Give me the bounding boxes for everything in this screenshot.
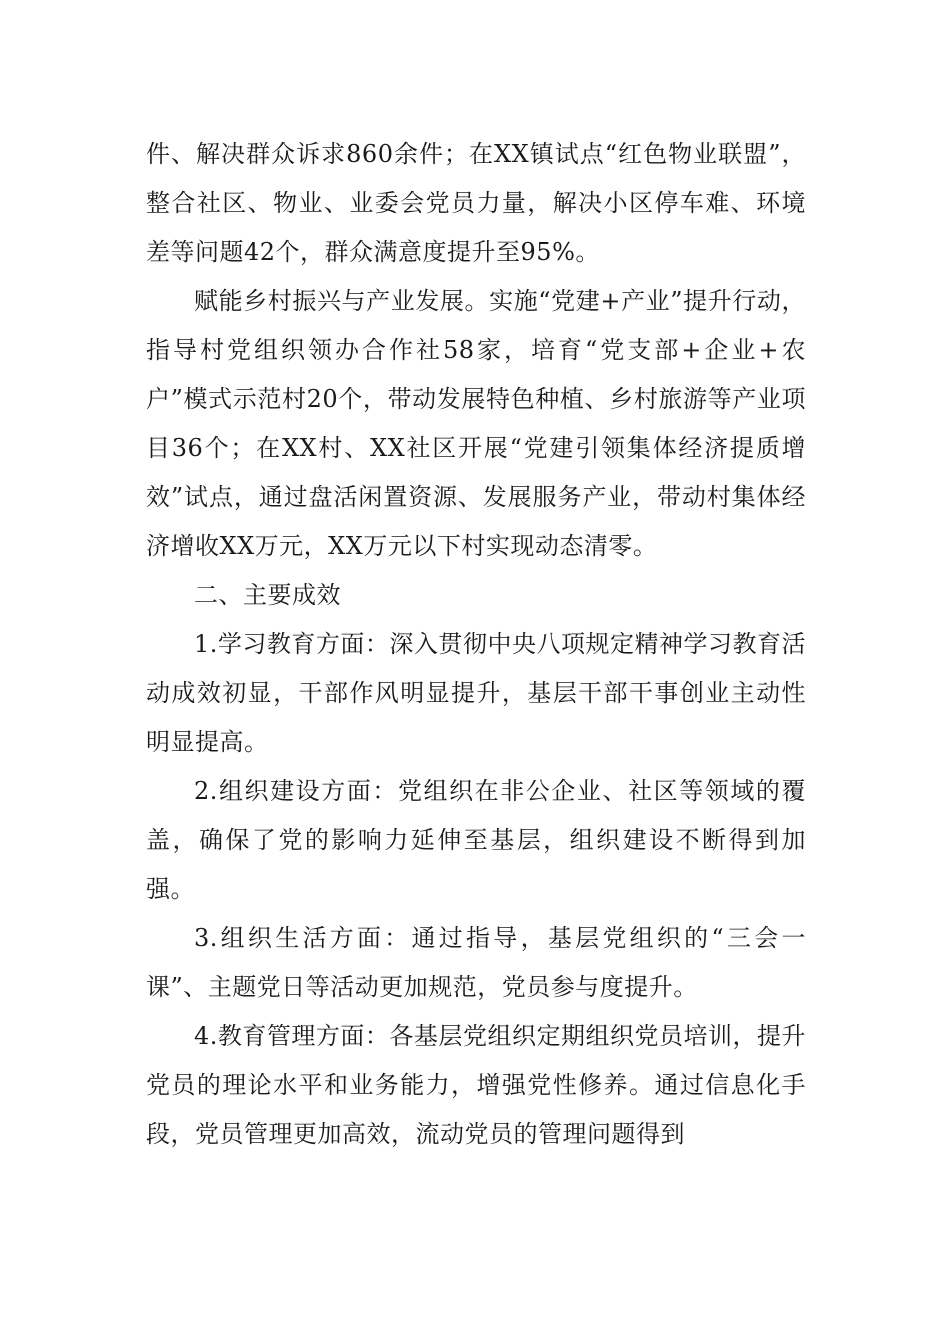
paragraph-study-education: 1.学习教育方面：深入贯彻中央八项规定精神学习教育活动成效初显，干部作风明显提升，基层干部干事创业主动性明显提高。: [146, 630, 806, 756]
paragraph-education-management: 4.教育管理方面：各基层党组织定期组织党员培训，提升党员的理论水平和业务能力，增强党性修养。通过信息化手段，党员管理更加高效，流动党员的管理问题得到: [146, 1022, 806, 1148]
section-heading-main-results: 二、主要成效: [194, 581, 341, 609]
paragraph-rural-revitalization: 赋能乡村振兴与产业发展。实施“党建+产业”提升行动，指导村党组织领办合作社58家，培育“党支部+企业+农户”模式示范村20个，带动发展特色种植、乡村旅游等产业项目36个；在XX村、XX社区开展“党建引领集体经济提质增效”试点，通过盘活闲置资源、发展服务产业，带动村集体经济增收XX万元，XX万元以下村实现动态清零。: [146, 287, 806, 560]
document-body: [146, 130, 806, 1159]
paragraph-continuation: 件、解决群众诉求860余件；在XX镇试点“红色物业联盟”，整合社区、物业、业委会党员力量，解决小区停车难、环境差等问题42个，群众满意度提升至95%。: [146, 140, 806, 266]
paragraph-organization-building: 2.组织建设方面：党组织在非公企业、社区等领域的覆盖，确保了党的影响力延伸至基层，组织建设不断得到加强。: [146, 777, 806, 903]
paragraph-organization-life: 3.组织生活方面：通过指导，基层党组织的“三会一课”、主题党日等活动更加规范，党员参与度提升。: [146, 924, 806, 1001]
